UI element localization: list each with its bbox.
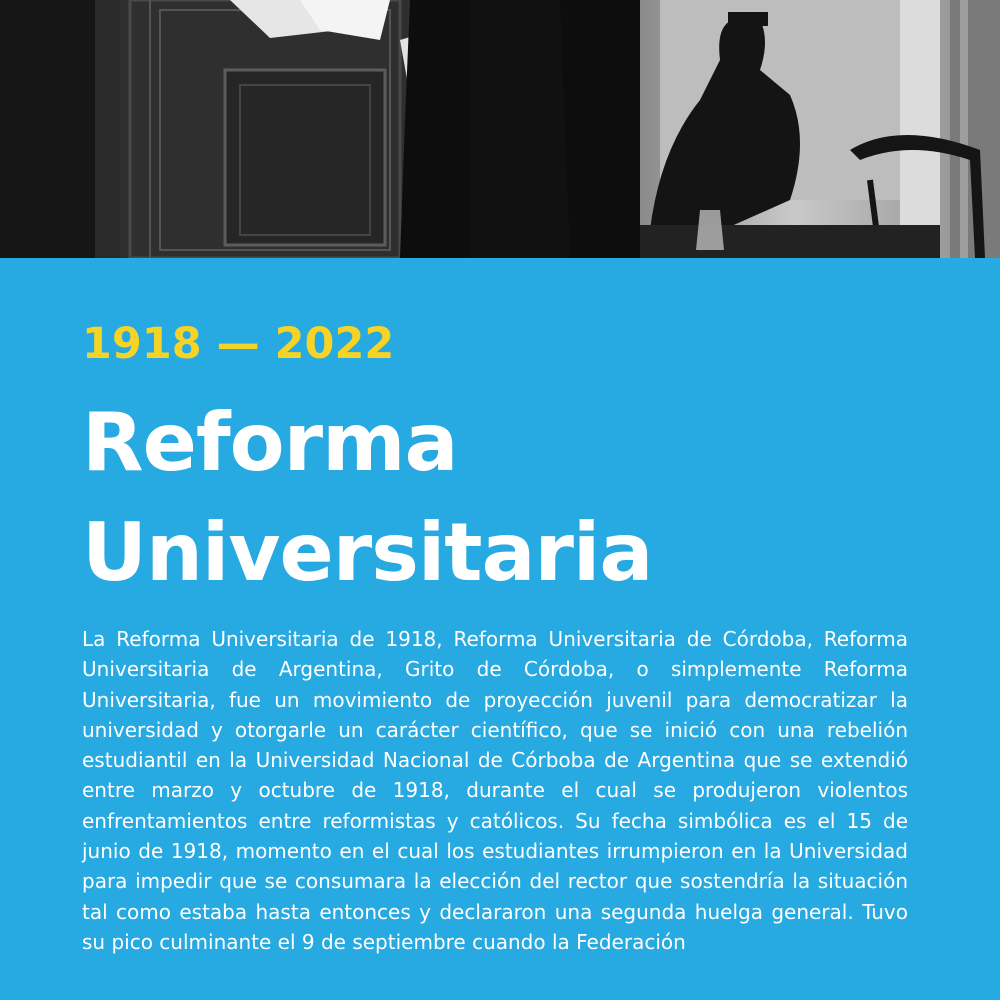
- historical-photo: [0, 0, 1000, 258]
- page-title: [82, 388, 652, 608]
- date-range: 1918 — 2022: [82, 319, 395, 369]
- title-line-2: Universitaria: [82, 506, 653, 599]
- title-line-1: Reforma: [82, 396, 458, 489]
- article-body: La Reforma Universitaria de 1918, Reforma Universitaria de Córdoba, Reforma Universitaria de Argentina, Grito de Córdoba, o simplemente Reforma Universitaria, fue un movimiento de proyección juvenil para democratizar la universidad y otorgarle un carácter científico, que se inició con una rebelión estudiantil en la Universidad Nacional de Córboba de Argentina que se extendió entre marzo y octubre de 1918, durante el cual se produjeron violentos enfrentamientos entre reformistas y católicos. Su fecha simbólica es el 15 de junio de 1918, momento en el cual los estudiantes irrumpieron en la Universidad para impedir que se consumara la elección del rector que sostendría la situación tal como estaba hasta entonces y declararon una segunda huelga general. Tuvo su pico culminante el 9 de septiembre cuando la Federación: [82, 627, 908, 954]
- info-panel: [0, 258, 1000, 1000]
